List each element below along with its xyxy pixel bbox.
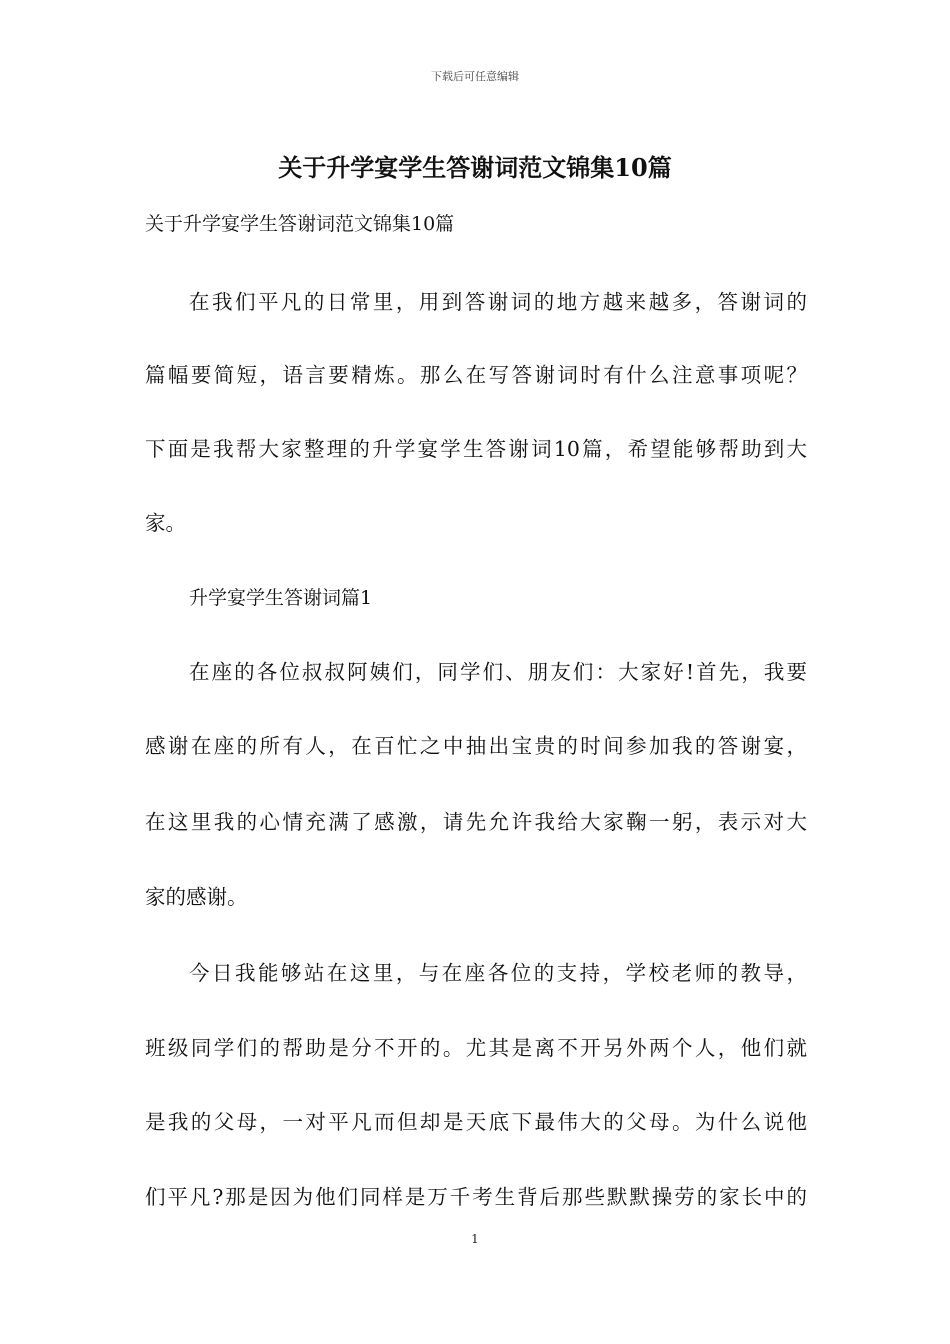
paragraph1-line-4: 家的感谢。 [145, 885, 248, 909]
intro-line-2: 篇幅要简短，语言要精炼。那么在写答谢词时有什么注意事项呢？ [145, 363, 807, 387]
paragraph2-line-3: 是我的父母，一对平凡而但却是天底下最伟大的父母。为什么说他 [145, 1110, 807, 1134]
intro-line-3: 下面是我帮大家整理的升学宴学生答谢词10篇，希望能够帮助到大 [145, 437, 807, 461]
paragraph2-line-4: 们平凡?那是因为他们同样是万千考生背后那些默默操劳的家长中的 [145, 1185, 807, 1209]
header-note: 下载后可任意编辑 [431, 70, 519, 83]
paragraph2-line-2: 班级同学们的帮助是分不开的。尤其是离不开另外两个人，他们就 [145, 1036, 807, 1060]
paragraph1-line-3: 在这里我的心情充满了感激，请先允许我给大家鞠一躬，表示对大 [145, 810, 807, 834]
section-heading: 升学宴学生答谢词篇1 [189, 587, 373, 609]
intro-line-1: 在我们平凡的日常里，用到答谢词的地方越来越多，答谢词的 [189, 290, 807, 314]
document-title: 关于升学宴学生答谢词范文锦集10篇 [278, 153, 672, 182]
paragraph2-line-1: 今日我能够站在这里，与在座各位的支持，学校老师的教导， [189, 961, 807, 985]
page-number: 1 [471, 1232, 479, 1246]
paragraph1-line-1: 在座的各位叔叔阿姨们，同学们、朋友们：大家好!首先，我要 [189, 660, 807, 684]
document-subtitle: 关于升学宴学生答谢词范文锦集10篇 [145, 213, 455, 235]
paragraph1-line-2: 感谢在座的所有人，在百忙之中抽出宝贵的时间参加我的答谢宴， [145, 734, 807, 758]
intro-line-4: 家。 [145, 511, 186, 535]
